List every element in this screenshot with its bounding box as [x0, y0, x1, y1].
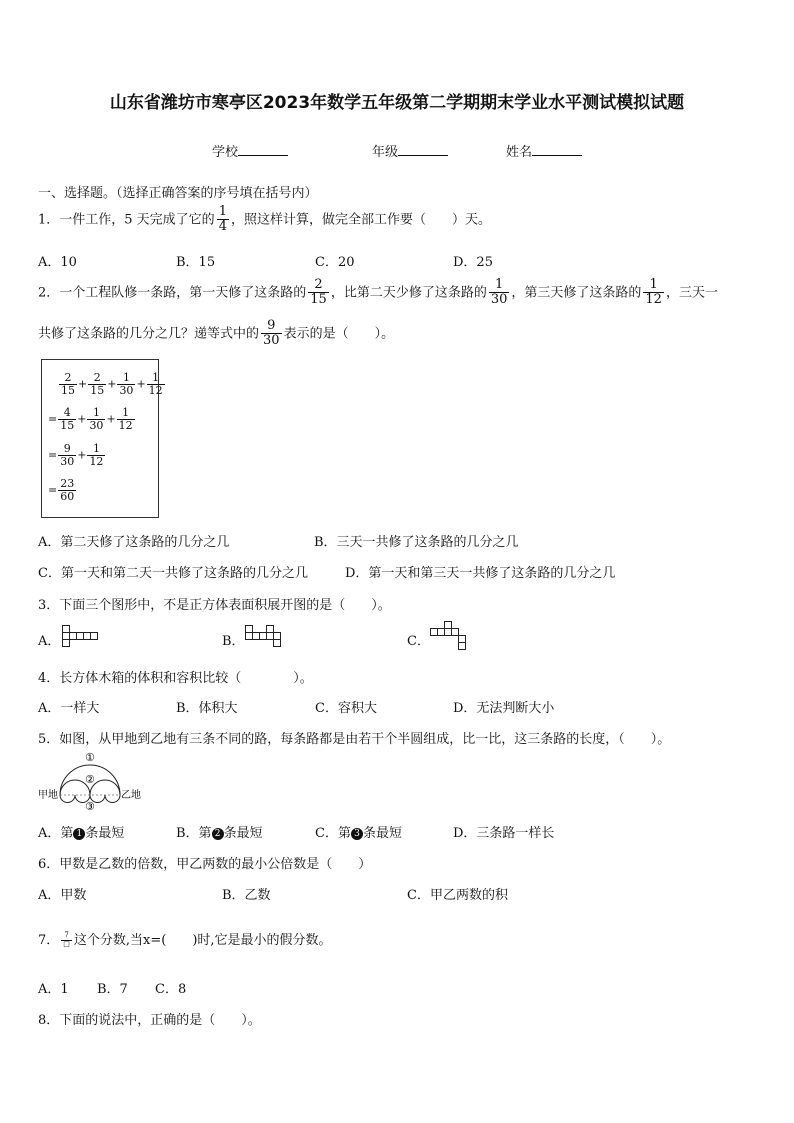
calc-den: 12	[148, 384, 163, 398]
q2-f4-den: 30	[263, 333, 280, 349]
q2-option-b[interactable]: B．三天一共修了这条路的几分之几	[314, 535, 519, 550]
calc-den: 12	[89, 455, 104, 469]
net-square	[458, 642, 466, 650]
q2-text-mid2: ，第三天修了这条路的	[511, 285, 642, 301]
net-square	[62, 639, 70, 647]
q4-option-b[interactable]: B．体积大	[176, 701, 238, 716]
grade-label: 年级	[372, 145, 399, 160]
q6-option-c[interactable]: C．甲乙两数的积	[407, 888, 508, 903]
q2-f2-num: 1	[489, 278, 510, 293]
plus-sign: +	[106, 412, 116, 426]
calc-num: 2	[88, 372, 106, 385]
equals-sign: =	[48, 483, 58, 497]
path-label-2: ②	[85, 773, 95, 786]
q5-option-c[interactable]	[315, 822, 402, 841]
calc-num: 1	[117, 407, 135, 420]
q7-option-c[interactable]: C．8	[155, 982, 187, 997]
q1-fraction	[217, 205, 229, 235]
circled-number-3: 3	[351, 828, 363, 840]
q2-f3-den: 12	[645, 292, 662, 308]
q2-f1-num: 2	[308, 278, 329, 293]
question-3: 3．下面三个图形中，不是正方体表面积展开图的是（ ）。	[38, 598, 391, 613]
calc-row-4	[48, 478, 77, 503]
q1-option-d[interactable]: D．25	[453, 255, 493, 270]
calc-num: 4	[58, 407, 76, 420]
q7-option-a[interactable]: A．1	[38, 982, 69, 997]
q1-frac-num: 1	[218, 204, 227, 219]
q2-f3-num: 1	[643, 278, 664, 293]
circled-number-1: 1	[73, 828, 85, 840]
calc-num: 1	[147, 372, 165, 385]
end-point-label: 乙地	[121, 790, 141, 801]
net-square	[90, 632, 98, 640]
q2-f2-den: 30	[490, 292, 508, 308]
cube-net-b[interactable]	[245, 625, 289, 651]
calc-row-1	[58, 372, 166, 397]
question-6: 6．甲数是乙数的倍数，甲乙两数的最小公倍数是（ ）	[38, 857, 372, 872]
school-label: 学校	[212, 145, 239, 160]
q2-line2-pre: 共修了这条路的几分之几？递等式中的	[38, 326, 260, 342]
calc-frac	[117, 407, 135, 432]
calc-den: 12	[118, 419, 133, 433]
section-heading: 一、选择题。（选择正确答案的序号填在括号内）	[38, 186, 318, 201]
q1-frac-den: 4	[218, 219, 227, 235]
q5-option-a[interactable]	[38, 822, 124, 841]
q1-option-a[interactable]: A．10	[38, 255, 77, 270]
q5-a-post: 条最短	[85, 826, 125, 841]
calc-num: 9	[58, 443, 76, 456]
q2-text-pre: 2．一个工程队修一条路，第一天修了这条路的	[38, 285, 307, 301]
question-8: 8．下面的说法中，正确的是（ ）。	[38, 1013, 261, 1028]
semicircle-paths-figure	[38, 750, 148, 812]
q2-option-a[interactable]: A．第二天修了这条路的几分之几	[38, 535, 230, 550]
path-label-1: ①	[85, 751, 95, 764]
grade-field[interactable]	[372, 141, 448, 160]
calc-num: 2	[59, 372, 77, 385]
calc-den: 15	[90, 384, 105, 398]
cube-net-a[interactable]	[62, 625, 102, 651]
q2-fraction-2	[489, 278, 510, 308]
q7-option-b[interactable]: B．7	[97, 982, 128, 997]
calculation-box	[41, 359, 163, 518]
q6-option-b[interactable]: B．乙数	[222, 888, 271, 903]
q4-option-d[interactable]: D．无法判断大小	[453, 701, 555, 716]
q7-frac-num: 7	[61, 932, 72, 941]
q2-line2-post: 表示的是（ ）。	[283, 326, 395, 342]
q1-option-b[interactable]: B．15	[176, 255, 216, 270]
question-2-line2	[38, 319, 394, 349]
calc-den: 30	[119, 384, 134, 398]
q3-option-b-label[interactable]: B．	[222, 634, 245, 649]
q7-text: 这个分数,当x=( )时,它是最小的假分数。	[73, 933, 332, 948]
equals-sign: =	[48, 448, 58, 462]
q2-text-mid1: ，比第二天少修了这条路的	[330, 285, 487, 301]
calc-row-3	[48, 443, 106, 468]
calc-num: 1	[87, 407, 105, 420]
q2-text-mid3: ，三天一	[665, 285, 718, 301]
net-square	[273, 639, 281, 647]
name-blank[interactable]	[532, 143, 582, 156]
calc-frac	[88, 372, 106, 397]
calc-den: 60	[60, 490, 75, 504]
start-point-label: 甲地	[38, 790, 58, 801]
q2-option-c[interactable]: C．第一天和第二天一共修了这条路的几分之几	[38, 566, 308, 581]
q4-option-a[interactable]: A．一样大	[38, 701, 100, 716]
name-label: 姓名	[506, 145, 533, 160]
question-4: 4．长方体木箱的体积和容积比较（ ）。	[38, 671, 313, 686]
q3-option-c-label[interactable]: C．	[407, 634, 430, 649]
q1-option-c[interactable]: C．20	[315, 255, 355, 270]
q7-fraction	[61, 932, 72, 948]
plus-sign: +	[136, 377, 146, 391]
calc-row-2	[48, 407, 136, 432]
plus-sign: +	[78, 377, 88, 391]
q7-frac-den: □	[63, 940, 70, 948]
grade-blank[interactable]	[398, 143, 448, 156]
q1-text-pre: 1．一件工作，5 天完成了它的	[38, 212, 215, 228]
q5-b-pre: B．第	[176, 826, 212, 841]
q2-fraction-3	[643, 278, 664, 308]
question-1	[38, 205, 491, 235]
question-5: 5．如图，从甲地到乙地有三条不同的路，每条路都是由若干个半圆组成，比一比，这三条路的长度，（ ）。	[38, 732, 671, 747]
calc-den: 15	[61, 384, 75, 398]
q2-option-d[interactable]: D．第一天和第三天一共修了这条路的几分之几	[345, 566, 616, 581]
question-2	[38, 278, 718, 308]
equals-sign: =	[48, 412, 58, 426]
q4-option-c[interactable]: C．容积大	[315, 701, 377, 716]
calc-den: 30	[60, 455, 75, 469]
calc-frac	[58, 443, 76, 468]
page-title: 山东省潍坊市寒亭区2023年数学五年级第二学期期末学业水平测试模拟试题	[109, 93, 685, 113]
calc-frac	[117, 372, 135, 397]
calc-num: 23	[60, 477, 75, 490]
plus-sign: +	[77, 448, 87, 462]
q5-c-pre: C．第	[315, 826, 351, 841]
q1-text-post: ，照这样计算，做完全部工作要（ ）天。	[230, 212, 491, 228]
q3-option-a-label[interactable]: A．	[38, 634, 61, 649]
q5-c-post: 条最短	[362, 826, 402, 841]
plus-sign: +	[77, 412, 87, 426]
q7-number: 7．	[38, 933, 60, 948]
calc-frac	[87, 443, 105, 468]
school-field[interactable]	[212, 141, 288, 160]
q2-f1-den: 15	[310, 292, 327, 308]
q2-fraction-1	[308, 278, 329, 308]
q5-option-b[interactable]	[176, 822, 263, 841]
cube-net-c[interactable]	[430, 621, 474, 651]
question-7	[38, 929, 332, 949]
calc-num: 1	[117, 372, 135, 385]
school-blank[interactable]	[238, 143, 288, 156]
q2-f4-num: 9	[261, 319, 282, 334]
calc-num: 1	[87, 443, 105, 456]
q5-b-post: 条最短	[223, 826, 263, 841]
q2-fraction-4	[261, 319, 282, 349]
calc-den: 15	[60, 419, 75, 433]
calc-den: 30	[89, 419, 104, 433]
calc-frac	[87, 407, 105, 432]
q5-a-pre: A．第	[38, 826, 74, 841]
q6-option-a[interactable]: A．甲数	[38, 888, 87, 903]
circled-number-2: 2	[212, 828, 224, 840]
plus-sign: +	[107, 377, 117, 391]
calc-frac	[58, 407, 76, 432]
calc-frac	[147, 372, 165, 397]
path-label-3: ③	[85, 800, 95, 812]
calc-frac	[59, 372, 77, 397]
name-field[interactable]	[506, 141, 582, 160]
q5-option-d[interactable]: D．三条路一样长	[453, 826, 555, 841]
calc-frac	[58, 478, 76, 503]
